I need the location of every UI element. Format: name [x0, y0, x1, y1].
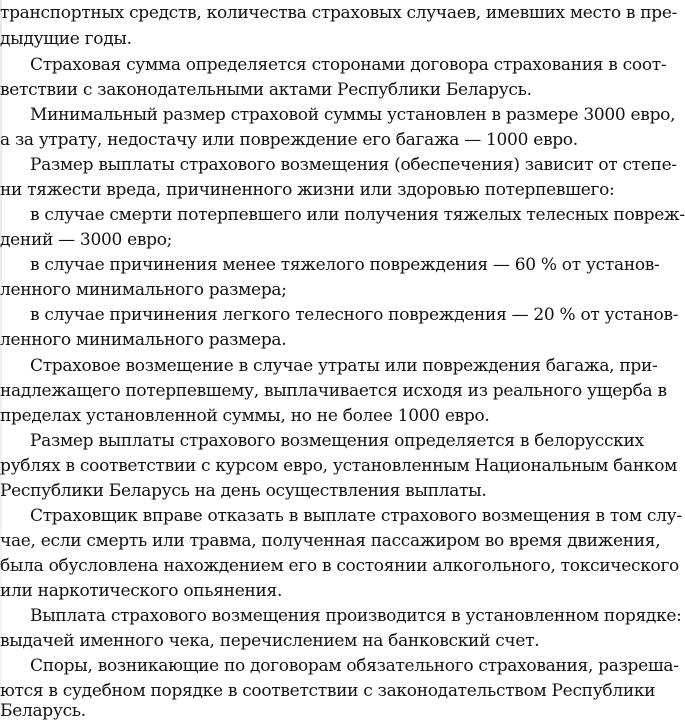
text-line: дыдущие годы. — [0, 29, 132, 49]
text-line: ленного минимального размера; — [0, 280, 287, 300]
text-line: ветствии с законодательными актами Республики Беларусь. — [0, 80, 532, 100]
text-line: ются в судебном порядке в соответствии с законодательством Республики — [0, 681, 656, 701]
text-line: или наркотического опьянения. — [0, 581, 283, 601]
text-line: Страховая сумма определяется сторонами договора страхования в соот- — [30, 55, 667, 75]
scan-edge — [0, 0, 2, 719]
text-line: Споры, возникающие по договорам обязательного страхования, разреша- — [30, 656, 679, 676]
text-line: Минимальный размер страховой суммы установлен в размере 3000 евро, — [30, 105, 676, 125]
text-line: Выплата страхового возмещения производится в установленном порядке: — [30, 606, 682, 626]
text-line: Беларусь. — [0, 701, 86, 721]
text-line: Размер выплаты страхового возмещения (обеспечения) зависит от степе- — [30, 155, 677, 175]
text-line: ни тяжести вреда, причиненного жизни или здоровью потерпевшего: — [0, 180, 615, 200]
text-line: Размер выплаты страхового возмещения определяется в белорусских — [30, 431, 644, 451]
text-line: в случае смерти потерпевшего или получения тяжелых телесных повреж- — [30, 205, 685, 225]
text-line: в случае причинения менее тяжелого повреждения — 60 % от установ- — [30, 255, 660, 275]
text-line: пределах установленной суммы, но не более 1000 евро. — [0, 406, 490, 426]
text-line: ленного минимального размера. — [0, 330, 287, 350]
text-line: рублях в соответствии с курсом евро, установленным Национальным банком — [0, 456, 678, 476]
text-line: чае, если смерть или травма, полученная пассажиром во время движения, — [0, 531, 661, 551]
text-line: транспортных средств, количества страховых случаев, имевших место в пре- — [0, 3, 678, 23]
text-line: Страховое возмещение в случае утраты или повреждения багажа, при- — [30, 356, 658, 376]
text-line: дений — 3000 евро; — [0, 230, 173, 250]
text-line: была обусловлена нахождением его в состоянии алкогольного, токсического — [0, 556, 679, 576]
text-line: Республики Беларусь на день осуществления выплаты. — [0, 481, 487, 501]
text-line: Страховщик вправе отказать в выплате страхового возмещения в том слу- — [30, 506, 682, 526]
text-line: надлежащего потерпевшему, выплачивается исходя из реального ущерба в — [0, 381, 667, 401]
text-line: выдачей именного чека, перечислением на банковский счет. — [0, 631, 540, 651]
text-line: а за утрату, недостачу или повреждение его багажа — 1000 евро. — [0, 130, 578, 150]
text-line: в случае причинения легкого телесного повреждения — 20 % от установ- — [30, 305, 679, 325]
